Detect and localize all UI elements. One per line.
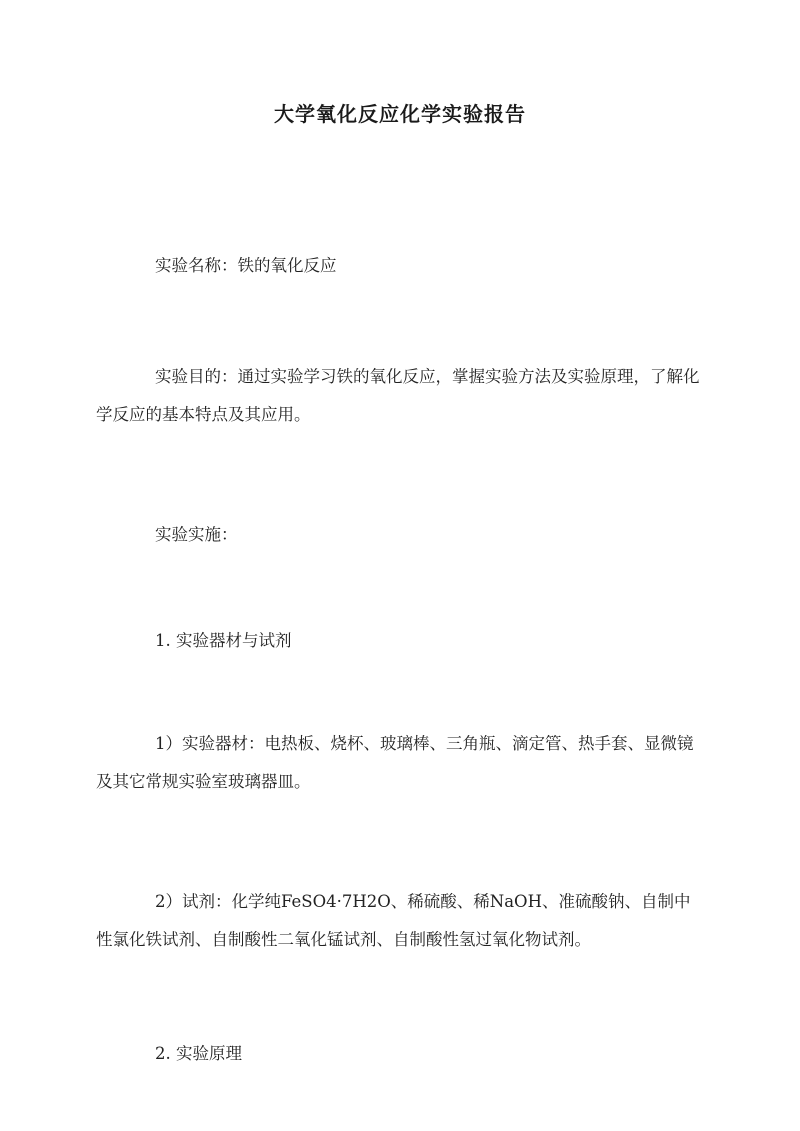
reagents-paragraph [96,845,706,997]
reagents-text: 2）试剂：化学纯FeSO4·7H2O、稀硫酸、稀NaOH、准硫酸钠、自制中性氯化铁试剂、自制酸性二氧化锰试剂、自制酸性氢过氧化物试剂。 [96,892,691,949]
section-2-text: 2. 实验原理 [154,1044,242,1063]
section-1-text: 1. 实验器材与试剂 [154,631,292,650]
section-1-heading [96,584,706,698]
experiment-purpose-paragraph [96,320,706,472]
equipment-text: 1）实验器材：电热板、烧杯、玻璃棒、三角瓶、滴定管、热手套、显微镜及其它常规实验室玻璃器皿。 [96,734,694,791]
section-2-heading [96,997,706,1111]
experiment-name-text: 实验名称：铁的氧化反应 [154,256,337,275]
experiment-purpose-text: 实验目的：通过实验学习铁的氧化反应，掌握实验方法及实验原理，了解化学反应的基本特点及其应用。 [96,367,700,424]
experiment-implementation-text: 实验实施： [154,525,238,544]
equipment-paragraph [96,687,706,839]
experiment-name-paragraph [96,209,706,323]
document-title: 大学氧化反应化学实验报告 [274,102,526,126]
experiment-implementation-paragraph [96,478,706,592]
